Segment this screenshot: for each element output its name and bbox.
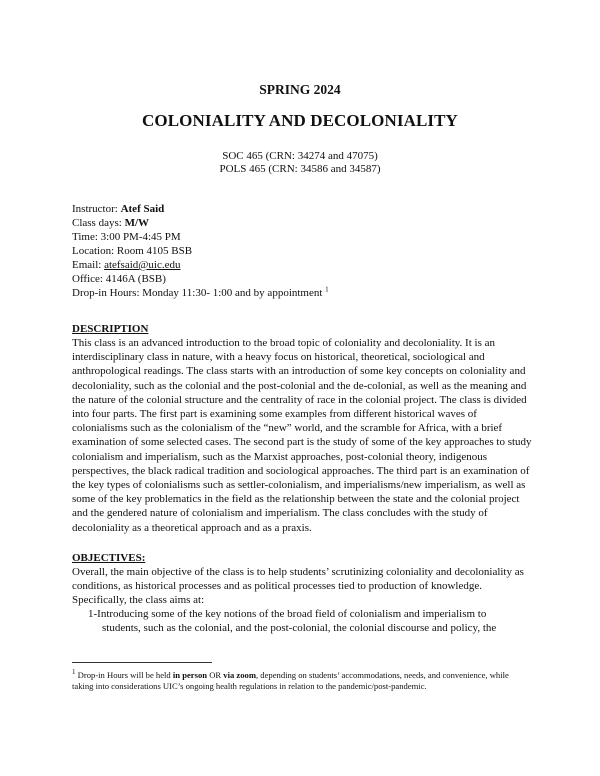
- footnote-text-c: , depending on students’ accommodations, needs, and convenience, while taking into considerations UIC’s ongoing health regulations in relation to the pandemic/post-pandemic.: [72, 670, 509, 692]
- footnote-text-b: OR: [207, 670, 224, 680]
- course-code-pols: POLS 465 (CRN: 34586 and 34587): [219, 163, 381, 175]
- email-line: [72, 258, 180, 272]
- instructor-label: Instructor:: [72, 203, 121, 215]
- description-paragraph: This class is an advanced introduction to the broad topic of coloniality and decoloniality. It is an interdisciplinary class in nature, with a heavy focus on historical, theoretical, sociological and anthropological readings. The class starts with an introduction of some key concepts on coloniality and decoloniality, such as the colonial and the post-colonial and the de-colonial, as well as the meaning and the nature of the colonial structure and the centrality of race in the colonial project. The class is divided into four parts. The first part is examining some examples from different historical waves of colonialisms such as the colonialism of the “new” world, and the scramble for Africa, with a brief examination of some selected cases. The second part is the study of some of the key approaches to study colonialism and imperialism, such as the Marxist approaches, post-colonial theory, indigenous perspectives, the black radical tradition and sociological approaches. The third part is an examination of the key types of colonialisms such as settler-colonialism, and imperialisms/new imperialism, as well as some of the key problematics in the field as the relationship between the state and the colonial project and the gendered nature of colonialism and imperialism. The class concludes with the study of decoloniality as a theoretical approach and as a praxis.: [72, 337, 532, 534]
- course-title: COLONIALITY AND DECOLONIALITY: [142, 111, 458, 130]
- footnote: [72, 670, 532, 692]
- footnote-divider: [72, 662, 212, 663]
- footnote-in-person: in person: [172, 670, 208, 680]
- instructor-line: [72, 202, 164, 216]
- dropin-text: Drop-in Hours: Monday 11:30- 1:00 and by appointment: [72, 287, 326, 299]
- office-line: Office: 4146A (BSB): [72, 273, 166, 285]
- class-days-label: Class days:: [72, 217, 125, 229]
- course-code-soc: SOC 465 (CRN: 34274 and 47075): [222, 150, 378, 162]
- footnote-marker: 1: [72, 668, 76, 677]
- dropin-line: [72, 286, 329, 300]
- footnote-ref[interactable]: 1: [325, 285, 329, 294]
- term-label: SPRING 2024: [259, 82, 341, 97]
- class-days-line: [72, 216, 149, 230]
- class-time-line: Time: 3:00 PM-4:45 PM: [72, 231, 181, 243]
- email-label: Email:: [72, 259, 105, 271]
- description-heading: DESCRIPTION: [72, 323, 149, 335]
- objectives-intro: Overall, the main objective of the class is to help students’ scrutinizing coloniality and decoloniality as conditions, as historical processes and as political processes tied to production of knowledge. Specifically, the class aims at:: [72, 566, 524, 607]
- location-line: Location: Room 4105 BSB: [72, 245, 193, 257]
- email-link[interactable]: atefsaid@uic.edu: [104, 259, 181, 271]
- footnote-text-a: Drop-in Hours will be held: [75, 670, 173, 680]
- objectives-heading: OBJECTIVES:: [72, 552, 146, 564]
- instructor-name: Atef Said: [120, 203, 165, 215]
- class-days-value: M/W: [124, 217, 150, 229]
- footnote-via-zoom: via zoom: [223, 670, 256, 680]
- objective-item-1-cont: students, such as the colonial, and the post-colonial, the colonial discourse and policy, the: [102, 622, 497, 635]
- objective-item-1-first: 1-Introducing some of the key notions of the broad field of colonialism and imperialism to: [88, 608, 487, 620]
- objective-item-1: [88, 607, 536, 635]
